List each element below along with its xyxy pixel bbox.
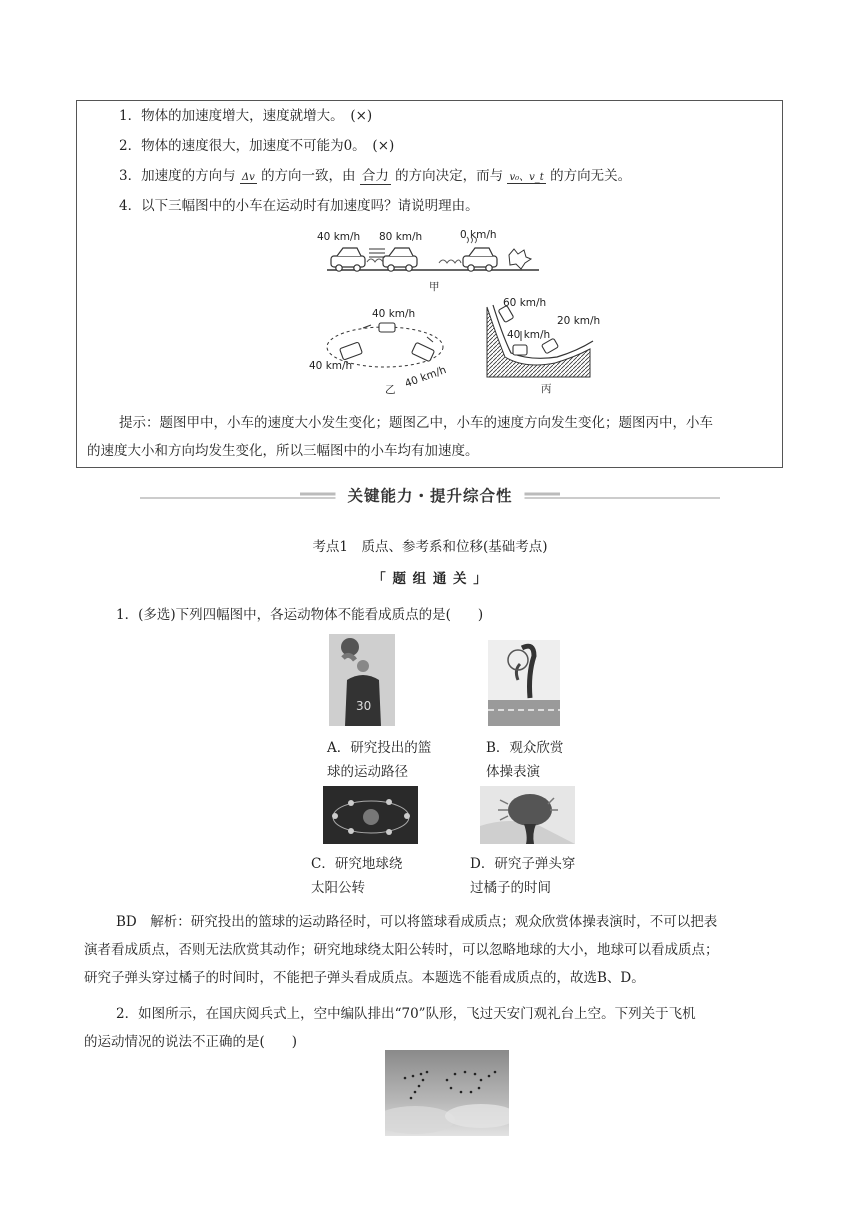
jia-speed-3: 0 km/h	[460, 229, 497, 241]
bing-speed-60: 60 km/h	[503, 297, 547, 309]
q3-blank-velocities: v₀、v_t	[509, 172, 544, 183]
airplane-formation-drawing	[385, 1050, 509, 1136]
hint-line-1: 提示：题图甲中，小车的速度大小发生变化；题图乙中，小车的速度方向发生变化；题图丙中，小车	[119, 415, 713, 431]
box-q3	[119, 167, 631, 187]
q3-blank-delta-v: Δv	[241, 172, 255, 183]
jersey-number: 30	[356, 699, 372, 713]
yi-speed-top: 40 km/h	[372, 308, 416, 320]
figure-bing	[485, 297, 605, 397]
q3-suffix: 的方向无关。	[550, 168, 632, 184]
q2-line-2: 的运动情况的说法不正确的是( )	[84, 1034, 298, 1050]
answer-line-1: BD 解析：研究投出的篮球的运动路径时，可以将篮球看成质点；观众欣赏体操表演时，不可以把表	[116, 914, 718, 930]
option-b-line1: B．观众欣赏	[486, 740, 564, 756]
answer-line-2: 演者看成质点，否则无法欣赏其动作；研究地球绕太阳公转时，可以忽略地球的大小，地球可以看成质点；	[84, 942, 719, 958]
jia-speed-2: 80 km/h	[379, 231, 423, 243]
bing-speed-20: 20 km/h	[557, 315, 601, 327]
bing-label: 丙	[541, 383, 552, 395]
option-a-line2: 球的运动路径	[327, 764, 408, 780]
option-a	[327, 736, 431, 784]
jia-label: 甲	[429, 281, 440, 293]
option-b	[486, 736, 563, 784]
bing-speed-40: 40 km/h	[507, 329, 551, 341]
review-box	[76, 100, 783, 468]
q3-mid: 的方向一致，由	[261, 168, 356, 184]
figure-yi	[309, 301, 457, 407]
section-title: 考点1 质点、参考系和位移(基础考点)	[312, 539, 548, 555]
basketball-player-drawing	[329, 634, 395, 726]
q3-blank-force: 合力	[361, 168, 389, 184]
photo-airplane-formation	[385, 1050, 509, 1136]
photo-bullet-orange	[480, 786, 575, 844]
option-d	[470, 852, 575, 900]
box-q4: 4．以下三幅图中的小车在运动时有加速度吗？请说明理由。	[119, 198, 479, 214]
yi-label: 乙	[385, 384, 396, 396]
solar-orbit-drawing	[323, 786, 418, 844]
option-c-line2: 太阳公转	[311, 880, 365, 896]
gymnast-drawing	[488, 640, 560, 726]
box-q2: 2．物体的速度很大，加速度不可能为0。 (×)	[119, 138, 395, 154]
jia-speed-1: 40 km/h	[317, 231, 361, 243]
hint-line-2: 的速度大小和方向均发生变化，所以三幅图中的小车均有加速度。	[87, 443, 479, 459]
photo-solar-orbit	[323, 786, 418, 844]
yi-speed-left: 40 km/h	[309, 360, 353, 372]
q1-stem: 1．(多选)下列四幅图中，各运动物体不能看成质点的是( )	[116, 607, 484, 623]
q2-line-1: 2．如图所示，在国庆阅兵式上，空中编队排出“70”队形，飞过天安门观礼台上空。下列关于飞机	[116, 1006, 696, 1022]
option-c	[311, 852, 402, 900]
subsection-title: 「 题 组 通 关 」	[372, 571, 488, 587]
option-d-line2: 过橘子的时间	[470, 880, 551, 896]
figure-jia	[317, 225, 547, 297]
jia-cars-drawing	[317, 225, 547, 285]
q3-mid2: 的方向决定，而与	[395, 168, 504, 184]
photo-gymnast	[488, 640, 560, 726]
option-d-line1: D．研究子弹头穿	[470, 856, 576, 872]
option-a-line1: A．研究投出的篮	[327, 740, 432, 756]
option-c-line1: C．研究地球绕	[311, 856, 403, 872]
section-banner	[140, 482, 720, 512]
photo-basketball-player	[329, 634, 395, 726]
banner-title: 关键能力・提升综合性	[335, 484, 524, 506]
bullet-orange-drawing	[480, 786, 575, 844]
yi-speed-right: 40 km/h	[403, 363, 448, 391]
answer-line-3: 研究子弹头穿过橘子的时间时，不能把子弹头看成质点。本题选不能看成质点的，故选B、D。	[84, 970, 645, 986]
option-b-line2: 体操表演	[486, 764, 540, 780]
q3-prefix: 3．加速度的方向与	[119, 168, 236, 184]
box-q1: 1．物体的加速度增大，速度就增大。 (×)	[119, 108, 373, 124]
